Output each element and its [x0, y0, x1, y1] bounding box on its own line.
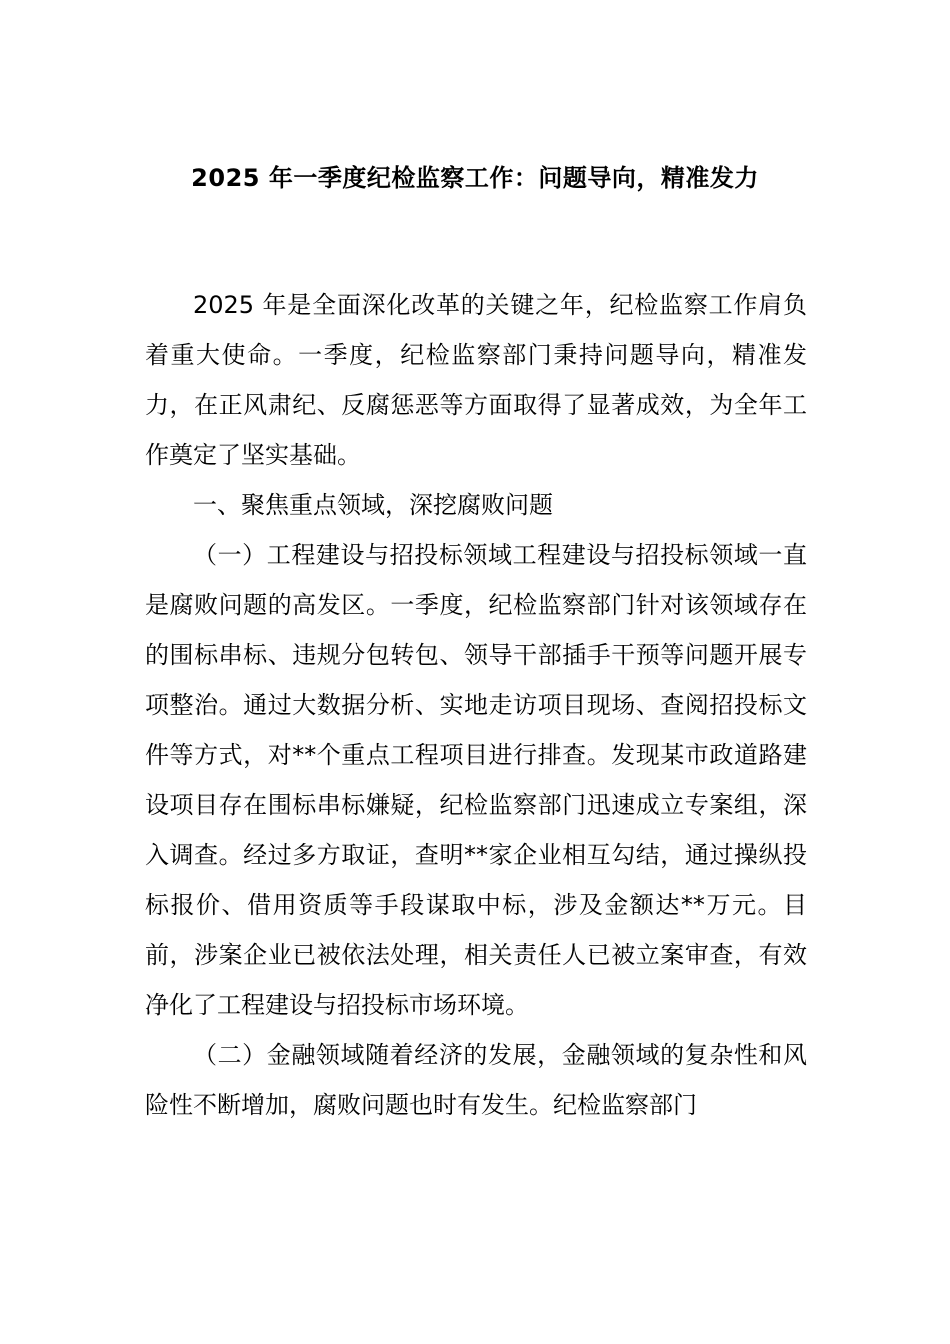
subsection-paragraph-2: （二）金融领域随着经济的发展，金融领域的复杂性和风险性不断增加，腐败问题也时有发生。纪检监察部门 [145, 1041, 807, 1119]
document-title: 2025 年一季度纪检监察工作：问题导向，精准发力 [191, 164, 759, 192]
intro-paragraph: 2025 年是全面深化改革的关键之年，纪检监察工作肩负着重大使命。一季度，纪检监察部门秉持问题导向，精准发力，在正风肃纪、反腐惩恶等方面取得了显著成效，为全年工作奠定了坚实基础。 [145, 291, 807, 469]
document-body [145, 280, 807, 1130]
subsection-paragraph-1: （一）工程建设与招投标领域工程建设与招投标领域一直是腐败问题的高发区。一季度，纪检监察部门针对该领域存在的围标串标、违规分包转包、领导干部插手干预等问题开展专项整治。通过大数据分析、实地走访项目现场、查阅招投标文件等方式，对**个重点工程项目进行排查。发现某市政道路建设项目存在围标串标嫌疑，纪检监察部门迅速成立专案组，深入调查。经过多方取证，查明**家企业相互勾结，通过操纵投标报价、借用资质等手段谋取中标，涉及金额达**万元。目前，涉案企业已被依法处理，相关责任人已被立案审查，有效净化了工程建设与招投标市场环境。 [145, 541, 807, 1019]
section-heading-1: 一、聚焦重点领域，深挖腐败问题 [193, 491, 553, 519]
